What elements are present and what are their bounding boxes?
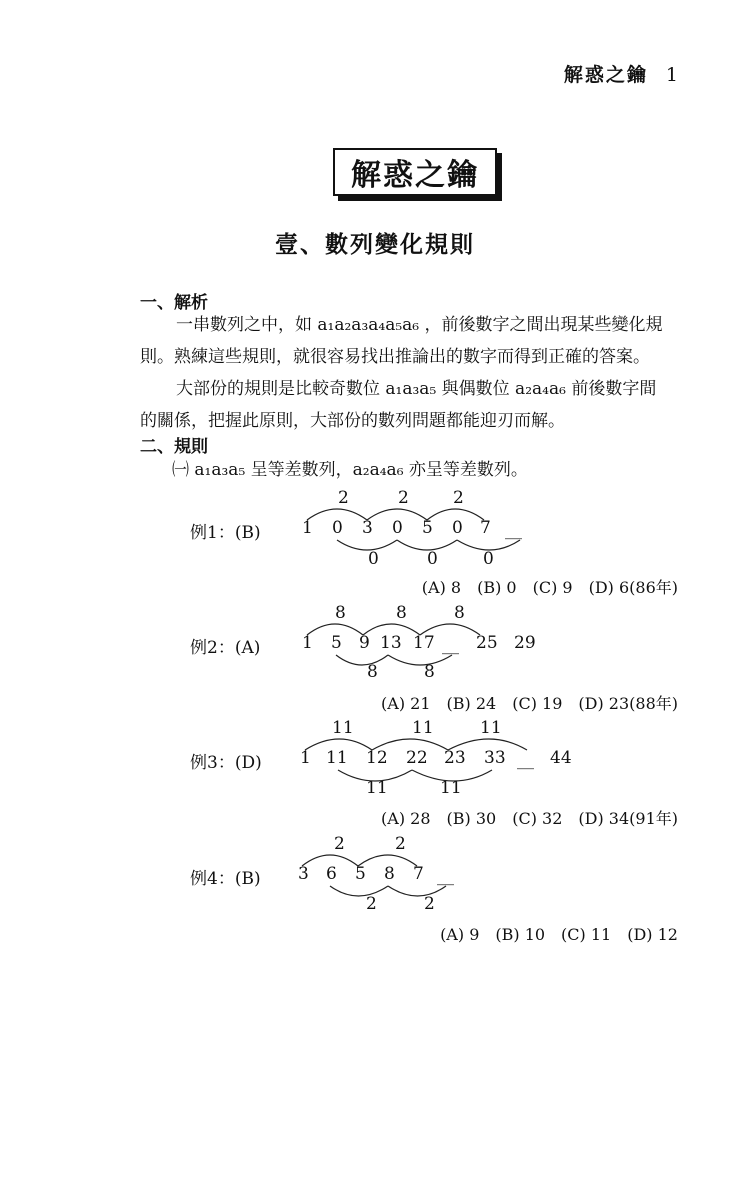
top-diff: 11 [480, 718, 502, 738]
seq-term: 17 [413, 633, 435, 653]
top-diff: 2 [398, 488, 409, 508]
arc-bottom [336, 655, 388, 665]
top-diff: 11 [332, 718, 354, 738]
rule-1: ㈠ a₁a₃a₅ 呈等差數列，a₂a₄a₆ 亦呈等差數列。 [172, 460, 528, 480]
arc-bottom [337, 540, 397, 550]
seq-term: 8 [384, 864, 395, 884]
para1-line2: 則。熟練這些規則，就很容易找出推論出的數字而得到正確的答案。 [140, 347, 650, 367]
seq-blank: __ [437, 866, 454, 886]
seq-term: 33 [484, 748, 506, 768]
header-title: 解惑之鑰 [563, 64, 648, 86]
example-1-label: 例1：(B) [190, 523, 261, 543]
bottom-diff: 11 [366, 778, 388, 798]
bottom-diff: 11 [440, 778, 462, 798]
seq-term: 5 [355, 864, 366, 884]
top-diff: 8 [396, 603, 407, 623]
subsection-analysis: 一、解析 [140, 293, 208, 313]
bottom-diff: 8 [367, 662, 378, 682]
seq-term: 29 [514, 633, 536, 653]
example-2-label: 例2：(A) [190, 638, 261, 658]
subsection-rules: 二、規則 [140, 437, 208, 457]
bottom-diff: 8 [424, 662, 435, 682]
seq-term: 13 [380, 633, 402, 653]
para2-line2: 的關係，把握此原則，大部份的數列問題都能迎刃而解。 [140, 411, 565, 431]
bottom-diff: 2 [366, 894, 377, 914]
seq-term: 0 [392, 518, 403, 538]
section-title: 壹、數列變化規則 [275, 232, 475, 258]
seq-term: 0 [452, 518, 463, 538]
seq-term: 9 [359, 633, 370, 653]
page-number: 1 [665, 64, 680, 86]
top-diff: 2 [395, 834, 406, 854]
top-diff: 2 [338, 488, 349, 508]
bottom-diff: 0 [368, 549, 379, 569]
seq-term: 25 [476, 633, 498, 653]
top-diff: 11 [412, 718, 434, 738]
seq-term: 7 [480, 518, 491, 538]
seq-term: 1 [300, 748, 311, 768]
example-3-label: 例3：(D) [190, 753, 262, 773]
para2-line1: 大部份的規則是比較奇數位 a₁a₃a₅ 與偶數位 a₂a₄a₆ 前後數字間 [176, 379, 657, 399]
arc-bottom [330, 886, 388, 896]
arc-bottom [388, 886, 446, 896]
example-4-label: 例4：(B) [190, 869, 261, 889]
seq-term: 3 [298, 864, 309, 884]
para1-line1: 一串數列之中，如 a₁a₂a₃a₄a₅a₆ ，前後數字之間出現某些變化規 [176, 315, 663, 335]
example-3-choices: (A) 28 (B) 30 (C) 32 (D) 34(91年) [381, 809, 678, 828]
seq-blank: __ [505, 520, 522, 540]
seq-term: 22 [406, 748, 428, 768]
seq-term: 5 [422, 518, 433, 538]
bottom-diff: 0 [427, 549, 438, 569]
arc-bottom [388, 655, 452, 665]
seq-term: 0 [332, 518, 343, 538]
top-diff: 8 [335, 603, 346, 623]
top-diff: 2 [453, 488, 464, 508]
bottom-diff: 2 [424, 894, 435, 914]
seq-term: 5 [331, 633, 342, 653]
seq-term: 3 [362, 518, 373, 538]
seq-term: 44 [550, 748, 572, 768]
seq-term: 1 [302, 518, 313, 538]
top-diff: 2 [334, 834, 345, 854]
seq-blank: __ [442, 635, 459, 655]
seq-term: 12 [366, 748, 388, 768]
example-4-choices: (A) 9 (B) 10 (C) 11 (D) 12 [440, 925, 678, 944]
seq-term: 11 [326, 748, 348, 768]
top-diff: 8 [454, 603, 465, 623]
page-header [564, 60, 680, 87]
example-1-choices: (A) 8 (B) 0 (C) 9 (D) 6(86年) [421, 578, 678, 597]
seq-blank: __ [517, 750, 534, 770]
seq-term: 7 [413, 864, 424, 884]
example-2-choices: (A) 21 (B) 24 (C) 19 (D) 23(88年) [381, 694, 678, 713]
seq-term: 23 [444, 748, 466, 768]
seq-term: 6 [326, 864, 337, 884]
bottom-diff: 0 [483, 549, 494, 569]
seq-term: 1 [302, 633, 313, 653]
boxed-title: 解惑之鑰 [333, 148, 497, 196]
